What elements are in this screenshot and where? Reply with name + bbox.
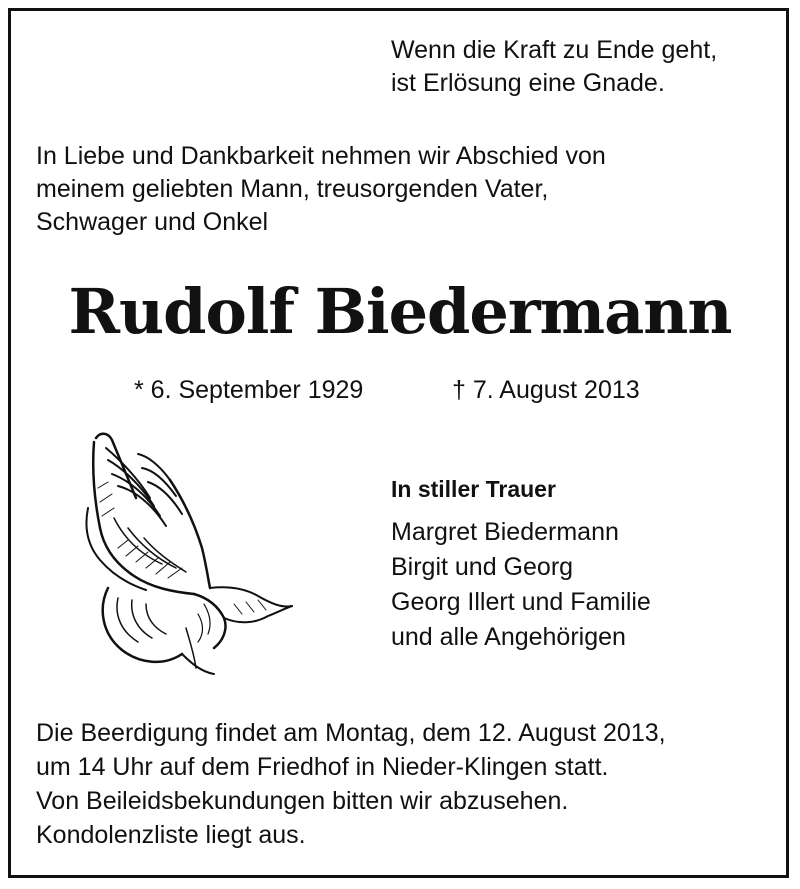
intro-line: In Liebe und Dankbarkeit nehmen wir Abschied von (36, 142, 606, 170)
funeral-line: Die Beerdigung findet am Montag, dem 12. August 2013, (36, 719, 666, 747)
motto-line: ist Erlösung eine Gnade. (391, 69, 665, 97)
motto-line: Wenn die Kraft zu Ende geht, (391, 36, 718, 64)
funeral-line: Kondolenzliste liegt aus. (36, 821, 306, 849)
deceased-name: Rudolf Biedermann (68, 275, 732, 348)
praying-hands-icon (78, 428, 296, 678)
funeral-notice (36, 716, 666, 852)
mourner-name: Georg Illert und Familie (391, 588, 651, 616)
death-date: † 7. August 2013 (452, 376, 640, 404)
mourner-name: Margret Biedermann (391, 518, 619, 546)
intro-line: Schwager und Onkel (36, 208, 269, 236)
intro-line: meinem geliebten Mann, treusorgenden Vater, (36, 175, 549, 203)
mourners-list (391, 515, 651, 655)
mourner-name: Birgit und Georg (391, 553, 574, 581)
funeral-line: Von Beileidsbekundungen bitten wir abzusehen. (36, 787, 569, 815)
motto-verse (391, 34, 717, 100)
intro-text (36, 140, 606, 239)
funeral-line: um 14 Uhr auf dem Friedhof in Nieder-Klingen statt. (36, 753, 609, 781)
mourner-name: und alle Angehörigen (391, 623, 626, 651)
mourners-heading: In stiller Trauer (391, 476, 556, 502)
birth-date: * 6. September 1929 (134, 376, 364, 404)
